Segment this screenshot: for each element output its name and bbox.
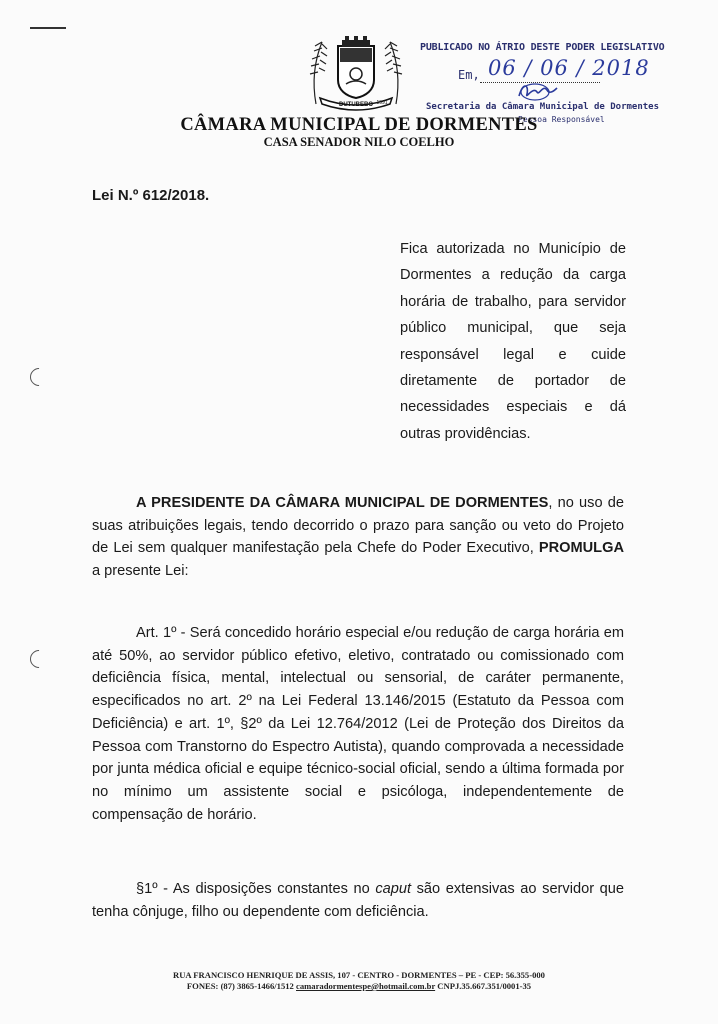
preamble-paragraph [92,492,624,583]
chamber-subtitle: CASA SENADOR NILO COELHO [263,135,455,149]
law-summary: Fica autorizada no Município de Dormentes a redução da carga horária de trabalho, para servidor público municipal, que seja responsável legal e cuide diretamente de portador de necessidades especiais e dá outras providências. [400,241,626,442]
preamble-text: , no uso de suas atribuições legais, tendo decorrido o prazo para sanção ou veto do Projeto de Lei sem qualquer manifestação pela Chefe do Poder Executivo, [92,495,624,557]
coat-of-arms-emblem [302,32,410,112]
corner-mark [30,27,66,29]
law-number: Lei N.º 612/2018. [92,187,210,204]
punch-hole-mark [26,646,51,671]
footer-email-link[interactable]: camaradormentespe@hotmail.com.br [296,981,436,991]
chamber-title: CÂMARA MUNICIPAL DE DORMENTES [180,115,538,135]
paragraph-1-start: §1º - As disposições constantes no [136,881,376,897]
stamp-date-label: Em, [458,68,480,82]
paragraph-1-end: são extensivas ao servidor que tenha cônjuge, filho ou dependente com deficiência. [92,881,624,920]
stamp-secretary-text: Secretaria da Câmara Municipal de Dormentes [426,102,659,112]
paragraph-1 [92,878,624,923]
punch-hole-mark [26,364,51,389]
preamble-bold: A PRESIDENTE DA CÂMARA MUNICIPAL DE DORMENTES [136,495,549,511]
stamp-responsible-text: Pessoa Responsável [518,115,605,124]
preamble-end: a presente Lei: [92,563,189,580]
footer-address: RUA FRANCISCO HENRIQUE DE ASSIS, 107 - CENTRO - DORMENTES – PE - CEP: 56.355-000 [173,970,545,980]
caput-italic: caput [375,881,412,897]
footer-cnpj: CNPJ.35.667.351/0001-35 [437,981,532,991]
emblem-year: 1991 [376,100,388,106]
page-footer [0,970,718,992]
article-1-paragraph: Art. 1º - Será concedido horário especial e/ou redução de carga horária em até 50%, ao servidor público efetivo, eletivo, contratado ou comissionado com deficiência física, mental, intelectual ou sensorial, de caráter permanente, especificados no art. 2º na Lei Federal 13.146/2015 (Estatuto da Pessoa com Deficiência) e art. 1º, §2º da Lei 12.764/2012 (Lei de Proteção dos Direitos da Pessoa com Transtorno do Espectro Autista), quando comprovada a necessidade por junta médica oficial e equipe técnico-social oficial, sendo a última formada por no mínimo um assistente social e psicóloga, independentemente de compensação de horário. [92,625,624,823]
footer-phones: FONES: (87) 3865-1466/1512 [186,981,294,991]
stamp-handwritten-date: 06 / 06 / 2018 [488,56,650,80]
stamp-published-text: PUBLICADO NO ÁTRIO DESTE PODER LEGISLATIVO [420,42,665,53]
emblem-ribbon-text: DUTUBEBO [339,102,373,108]
promulga-keyword: PROMULGA [538,540,624,557]
handwritten-signature [515,80,561,102]
